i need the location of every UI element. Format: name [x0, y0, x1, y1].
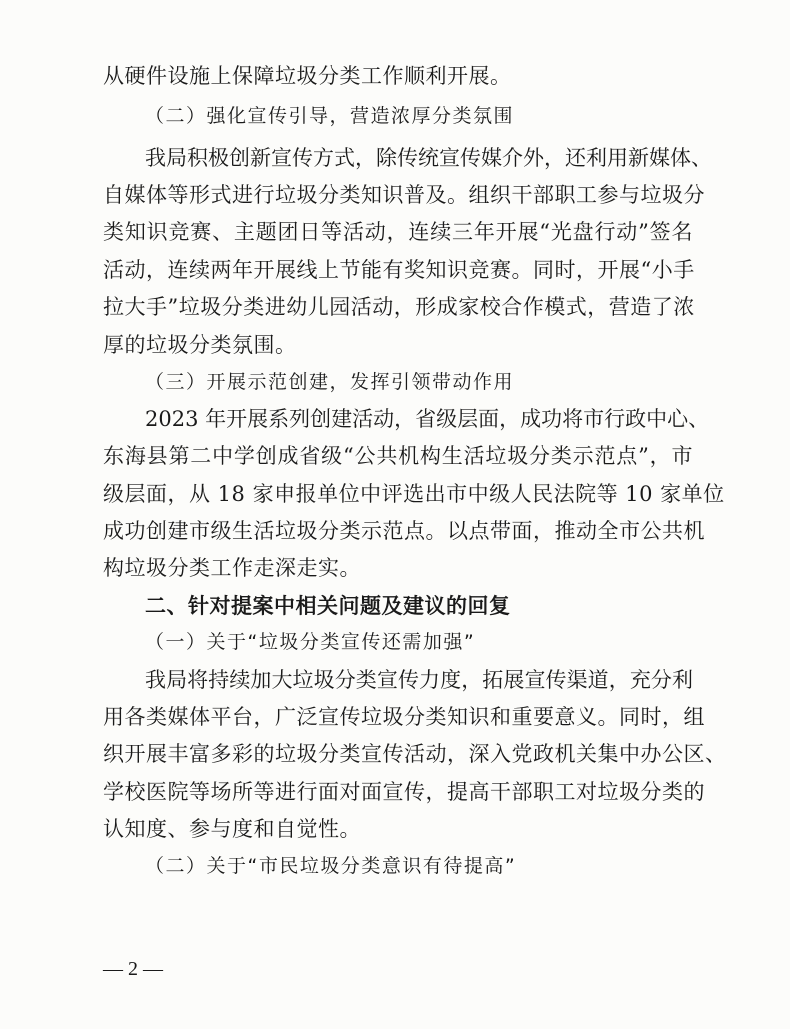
section-heading-replies: 二、针对提案中相关问题及建议的回复 [145, 594, 511, 618]
paragraph-line: 自媒体等形式进行垃圾分类知识普及。组织干部职工参与垃圾分 [103, 183, 705, 207]
paragraph-line: 级层面，从 18 家申报单位中评选出市中级人民法院等 10 家单位 [103, 482, 725, 506]
subheading-publicity-strengthen: （一）关于“垃圾分类宣传还需加强” [145, 631, 476, 653]
page-number: — 2 — [103, 958, 163, 980]
paragraph-line: 类知识竞赛、主题团日等活动，连续三年开展“光盘行动”签名 [103, 220, 693, 244]
paragraph-line: 织开展丰富多彩的垃圾分类宣传活动，深入党政机关集中办公区、 [103, 742, 727, 766]
subheading-publicity: （二）强化宣传引导，营造浓厚分类氛围 [145, 105, 515, 127]
paragraph-line: 成功创建市级生活垃圾分类示范点。以点带面，推动全市公共机 [103, 519, 705, 543]
paragraph-line: 认知度、参与度和自觉性。 [103, 817, 361, 841]
paragraph-line: 我局将持续加大垃圾分类宣传力度，拓展宣传渠道，充分利 [145, 668, 693, 692]
paragraph-line: 2023 年开展系列创建活动，省级层面，成功将市行政中心、 [145, 407, 710, 431]
subheading-citizen-awareness: （二）关于“市民垃圾分类意识有待提高” [145, 855, 517, 877]
paragraph-line: 活动，连续两年开展线上节能有奖知识竞赛。同时，开展“小手 [103, 258, 695, 282]
paragraph-line: 学校医院等场所等进行面对面宣传，提高干部职工对垃圾分类的 [103, 780, 705, 804]
paragraph-line: 东海县第二中学创成省级“公共机构生活垃圾分类示范点”，市 [103, 444, 693, 468]
paragraph-line: 厚的垃圾分类氛围。 [103, 333, 297, 357]
paragraph-line: 用各类媒体平台，广泛宣传垃圾分类知识和重要意义。同时，组 [103, 705, 705, 729]
paragraph-line: 从硬件设施上保障垃圾分类工作顺利开展。 [103, 64, 512, 88]
subheading-demonstration: （三）开展示范创建，发挥引领带动作用 [145, 371, 515, 393]
paragraph-line: 拉大手”垃圾分类进幼儿园活动，形成家校合作模式，营造了浓 [103, 295, 695, 319]
paragraph-line: 构垃圾分类工作走深走实。 [103, 556, 361, 580]
paragraph-line: 我局积极创新宣传方式，除传统宣传媒介外，还利用新媒体、 [145, 146, 712, 170]
